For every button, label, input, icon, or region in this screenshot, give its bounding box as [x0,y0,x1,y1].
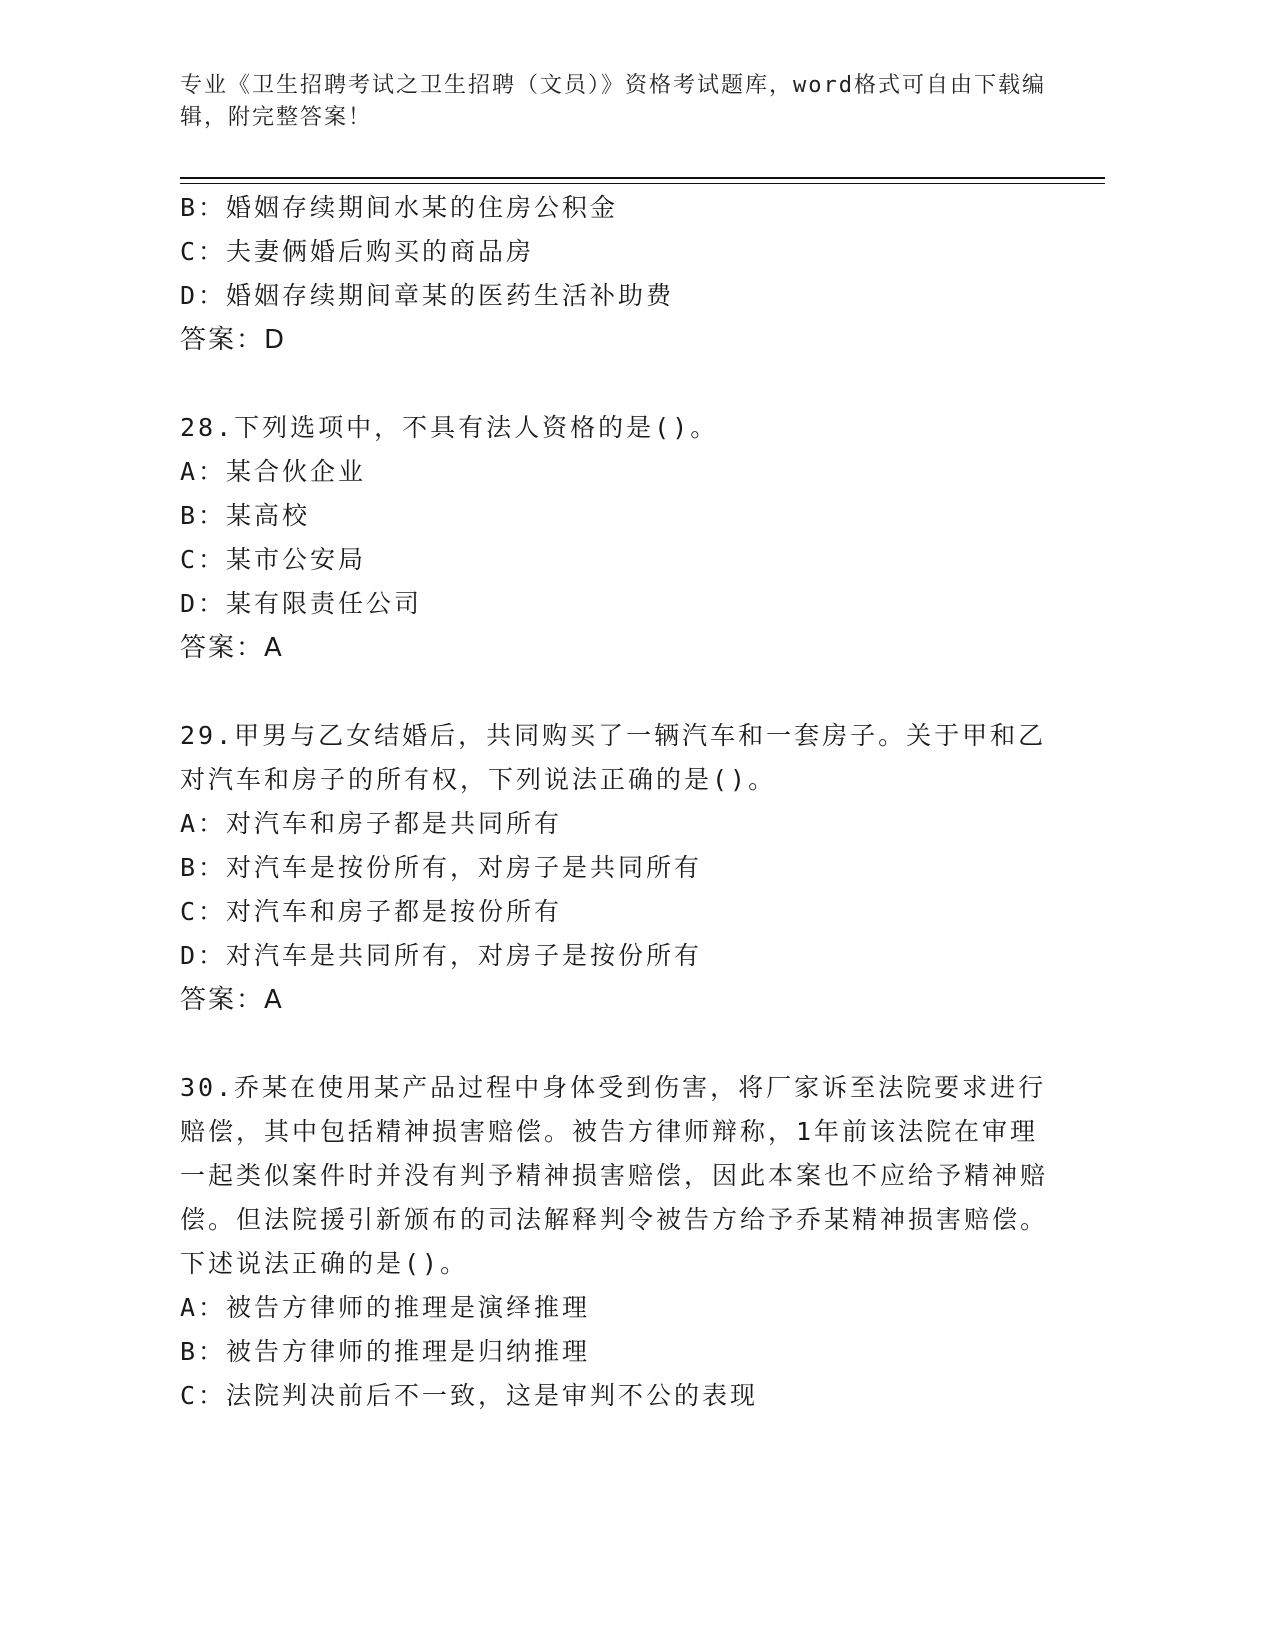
question-block-28 [180,406,1050,670]
option-c: C：某市公安局 [180,545,367,574]
header-divider-thin [180,183,1105,184]
option-a: A：某合伙企业 [180,457,367,486]
answer-line: 答案：A [180,633,284,663]
option-a: A：对汽车和房子都是共同所有 [180,809,563,838]
option-b: B：婚姻存续期间水某的住房公积金 [180,193,619,222]
option-c: C：法院判决前后不一致，这是审判不公的表现 [180,1381,759,1410]
question-stem: 29.甲男与乙女结婚后，共同购买了一辆汽车和一套房子。关于甲和乙对汽车和房子的所有权，下列说法正确的是()。 [180,721,1047,794]
option-b: B：被告方律师的推理是归纳推理 [180,1337,591,1366]
question-stem: 28.下列选项中，不具有法人资格的是()。 [180,413,719,442]
spacer [180,670,1050,714]
option-c: C：夫妻俩婚后购买的商品房 [180,237,535,266]
option-d: D：婚姻存续期间章某的医药生活补助费 [180,281,675,310]
option-d: D：某有限责任公司 [180,589,423,618]
document-header: 专业《卫生招聘考试之卫生招聘（文员）》资格考试题库，word格式可自由下载编辑，附完整答案！ [180,73,1046,130]
spacer [180,362,1050,406]
question-stem: 30.乔某在使用某产品过程中身体受到伤害，将厂家诉至法院要求进行赔偿，其中包括精神损害赔偿。被告方律师辩称，1年前该法院在审理一起类似案件时并没有判予精神损害赔偿，因此本案也不应给予精神赔偿。但法院援引新颁布的司法解释判令被告方给予乔某精神损害赔偿。下述说法正确的是()。 [180,1073,1049,1278]
option-b: B：对汽车是按份所有，对房子是共同所有 [180,853,703,882]
spacer [180,1022,1050,1066]
answer-line: 答案：D [180,325,287,355]
option-d: D：对汽车是共同所有，对房子是按份所有 [180,941,703,970]
prev-question-block [180,186,1050,362]
answer-line: 答案：A [180,985,284,1015]
option-c: C：对汽车和房子都是按份所有 [180,897,563,926]
option-a: A：被告方律师的推理是演绎推理 [180,1293,591,1322]
option-b: B：某高校 [180,501,311,530]
question-content [180,186,1050,1418]
header-divider-thick [180,177,1105,179]
question-block-29 [180,714,1050,1022]
question-block-30 [180,1066,1050,1418]
